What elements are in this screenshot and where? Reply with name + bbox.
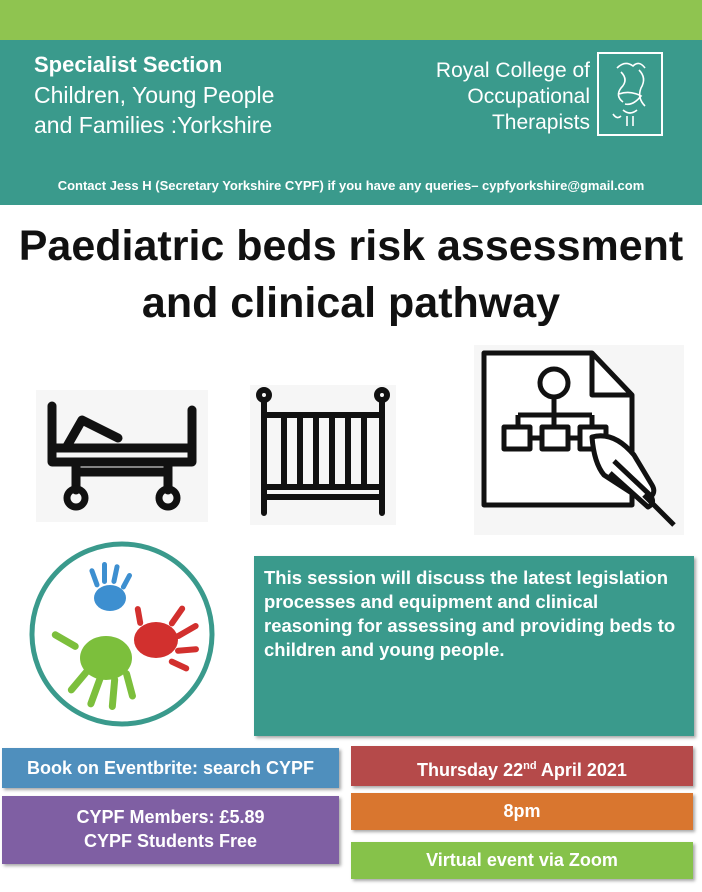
event-date-box xyxy=(351,746,693,786)
cot-icon xyxy=(250,385,396,525)
org-line-2: Occupational xyxy=(467,85,590,108)
members-price: CYPF Members: £5.89 xyxy=(76,807,265,827)
section-label: Specialist Section xyxy=(34,52,223,77)
session-description: This session will discuss the latest legislation processes and equipment and clinical reasoning for assessing and providing beds to children and young people. xyxy=(254,556,694,736)
event-time-box: 8pm xyxy=(351,793,693,830)
date-ordinal-suffix: nd xyxy=(523,760,537,772)
org-line-1: Royal College of xyxy=(435,59,590,82)
group-line-1: Children, Young People xyxy=(34,82,275,108)
title-line-1: Paediatric beds risk assessment xyxy=(18,222,684,270)
hospital-bed-icon xyxy=(36,390,208,522)
top-accent-strip xyxy=(0,0,702,40)
org-name xyxy=(418,58,590,136)
contact-line: Contact Jess H (Secretary Yorkshire CYPF) if you have any queries– cypfyorkshire@gmail.com xyxy=(57,178,645,193)
org-line-3: Therapists xyxy=(491,111,590,134)
section-heading xyxy=(34,50,274,140)
crest-icon xyxy=(599,54,661,134)
book-eventbrite-box: Book on Eventbrite: search CYPF xyxy=(2,748,339,788)
page-title xyxy=(0,218,702,332)
date-prefix: Thursday 22 xyxy=(417,760,524,780)
pricing-box xyxy=(2,796,339,864)
date-rest: April 2021 xyxy=(536,760,627,780)
event-venue-box: Virtual event via Zoom xyxy=(351,842,693,879)
group-line-2: and Families :Yorkshire xyxy=(34,112,273,138)
flowchart-document-icon xyxy=(474,345,684,535)
handprints-logo-icon xyxy=(24,536,220,732)
title-line-2: and clinical pathway xyxy=(141,279,561,327)
students-price: CYPF Students Free xyxy=(83,831,258,851)
rcot-crest-logo xyxy=(597,52,663,136)
